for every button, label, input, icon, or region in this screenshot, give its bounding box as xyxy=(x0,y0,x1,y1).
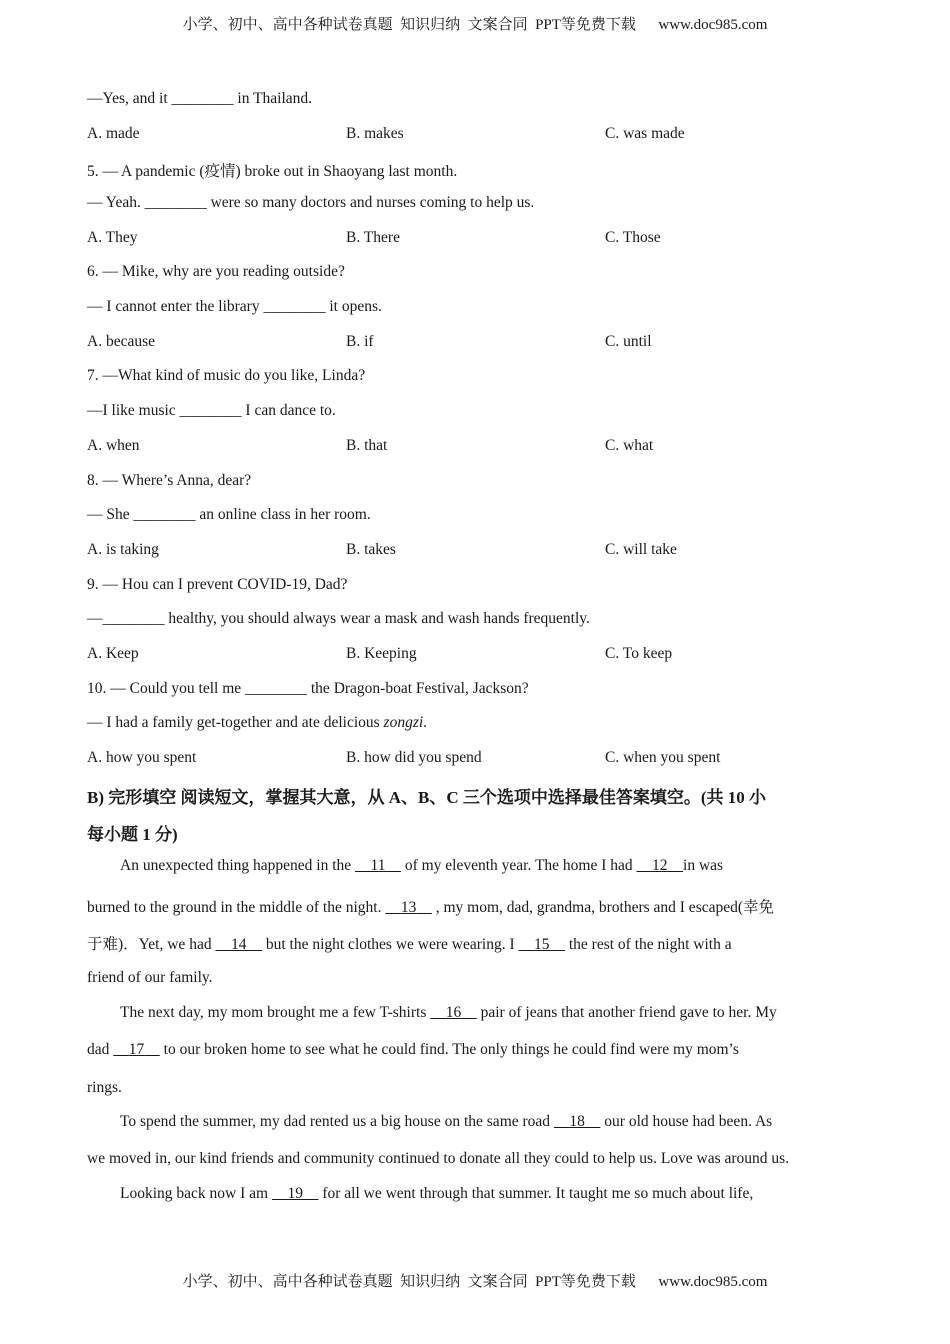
q6-option-a: A. because xyxy=(87,333,155,350)
blank-17: 17 xyxy=(128,1041,145,1058)
passage-p3-line2: we moved in, our kind friends and community continued to donate all they could to help us. Love was around us. xyxy=(87,1150,790,1167)
blank-12: 12 xyxy=(652,857,668,874)
q10-question: 10. — Could you tell me ________ the Dragon-boat Festival, Jackson? xyxy=(87,680,529,697)
q10-zongzi: zongzi xyxy=(383,714,424,731)
passage-p1-line2: burned to the ground in the middle of the night. 13 , my mom, dad, grandma, brothers and I escaped(幸免 xyxy=(87,899,775,916)
page-footer: 小学、初中、高中各种试卷真题 知识归纳 文案合同 PPT等免费下载 www.doc985.com xyxy=(182,1274,768,1290)
blank-19: 19 xyxy=(287,1185,303,1202)
q8-answer-line: — She ________ an online class in her room. xyxy=(87,506,371,523)
q10-answer-line xyxy=(87,714,427,732)
q6-option-c: C. until xyxy=(605,333,652,350)
q10-answer-end: . xyxy=(423,714,428,731)
q5-question: 5. — A pandemic (疫情) broke out in Shaoyang last month. xyxy=(87,163,458,180)
passage-p3-line1: To spend the summer, my dad rented us a big house on the same road 18 our old house had been. As xyxy=(120,1113,773,1130)
q4-option-c: C. was made xyxy=(605,125,685,142)
blank-11: 11 xyxy=(370,857,386,874)
q9-answer-line: —________ healthy, you should always wear a mask and wash hands frequently. xyxy=(87,610,590,627)
q10-option-c: C. when you spent xyxy=(605,749,721,766)
q6-option-b: B. if xyxy=(346,333,374,350)
passage-p2-line3: rings. xyxy=(87,1079,122,1096)
q10-answer-text: — I had a family get-together and ate delicious xyxy=(87,714,384,731)
q5-answer-line: — Yeah. ________ were so many doctors and nurses coming to help us. xyxy=(87,194,535,211)
blank-15: 15 xyxy=(533,936,550,953)
q8-question: 8. — Where’s Anna, dear? xyxy=(87,472,252,489)
q4-answer-line: —Yes, and it ________ in Thailand. xyxy=(87,90,313,107)
q6-answer-line: — I cannot enter the library ________ it opens. xyxy=(87,298,382,315)
q4-option-b: B. makes xyxy=(346,125,404,142)
blank-14: 14 xyxy=(230,936,247,953)
section-b-heading: B) 完形填空 阅读短文，掌握其大意，从 A、B、C 三个选项中选择最佳答案填空。(共 10 小 xyxy=(87,788,767,807)
q5-option-a: A. They xyxy=(87,229,138,246)
q7-option-c: C. what xyxy=(605,437,654,454)
q7-option-a: A. when xyxy=(87,437,140,454)
q8-option-c: C. will take xyxy=(605,541,677,558)
q9-question: 9. — Hou can I prevent COVID-19, Dad? xyxy=(87,576,348,593)
q9-option-a: A. Keep xyxy=(87,645,139,662)
blank-13: 13 xyxy=(400,899,417,916)
passage-p1-line1: An unexpected thing happened in the 11 of my eleventh year. The home I had 12 in was xyxy=(120,857,724,874)
q5-option-b: B. There xyxy=(346,229,400,246)
passage-p4-line1: Looking back now I am 19 for all we went through that summer. It taught me so much about life, xyxy=(120,1185,754,1202)
q4-option-a: A. made xyxy=(87,125,140,142)
blank-18: 18 xyxy=(569,1113,585,1130)
q10-option-b: B. how did you spend xyxy=(346,749,482,766)
blank-16: 16 xyxy=(445,1004,462,1021)
q7-option-b: B. that xyxy=(346,437,388,454)
q7-answer-line: —I like music ________ I can dance to. xyxy=(87,402,336,419)
section-b-heading-cont: 每小题 1 分) xyxy=(87,825,178,844)
q9-option-c: C. To keep xyxy=(605,645,673,662)
q8-option-a: A. is taking xyxy=(87,541,159,558)
q10-option-a: A. how you spent xyxy=(87,749,197,766)
q6-question: 6. — Mike, why are you reading outside? xyxy=(87,263,345,280)
passage-p2-line2: dad 17 to our broken home to see what he could find. The only things he could find were my mom’s xyxy=(87,1041,739,1058)
q9-option-b: B. Keeping xyxy=(346,645,417,662)
q5-option-c: C. Those xyxy=(605,229,661,246)
passage-p1-line3: 于难)．Yet, we had 14 but the night clothes we were wearing. I 15 the rest of the night with a xyxy=(87,936,732,953)
q7-question: 7. —What kind of music do you like, Linda? xyxy=(87,367,366,384)
page-header: 小学、初中、高中各种试卷真题 知识归纳 文案合同 PPT等免费下载 www.doc985.com xyxy=(182,17,768,33)
q8-option-b: B. takes xyxy=(346,541,396,558)
passage-p2-line1: The next day, my mom brought me a few T-shirts 16 pair of jeans that another friend gave to her. My xyxy=(120,1004,777,1021)
passage-p1-line4: friend of our family. xyxy=(87,969,213,986)
